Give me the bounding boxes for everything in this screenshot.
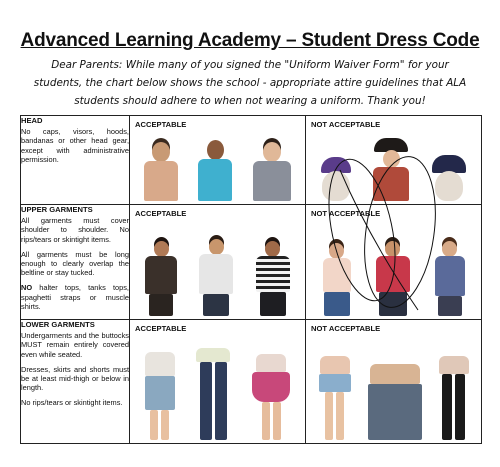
photo-low-rise-jeans (368, 365, 422, 440)
rule-text (21, 283, 129, 311)
photo-long-shorts (145, 353, 175, 440)
column-label-not-acceptable: NOT ACCEPTABLE (311, 324, 381, 333)
column-label-not-acceptable: NOT ACCEPTABLE (311, 209, 381, 218)
acceptable-cell-head (130, 116, 306, 205)
column-label-acceptable: ACCEPTABLE (135, 324, 187, 333)
rule-cell-head (21, 116, 130, 205)
column-label-acceptable: ACCEPTABLE (135, 209, 187, 218)
rule-emphasis: NO (21, 283, 33, 293)
hand-drawn-circle-annotations (300, 150, 480, 320)
column-label-not-acceptable: NOT ACCEPTABLE (311, 120, 381, 129)
photo-short-shorts (319, 357, 351, 440)
rule-heading: LOWER GARMENTS (21, 320, 95, 329)
page-title: Advanced Learning Academy – Student Dress Code (20, 30, 480, 51)
rule-text: No caps, visors, hoods, bandanas or other head gear, except with administrative permission. (21, 127, 129, 164)
rule-text: All garments must be long enough to clearly overlap the beltline or stay tucked. (21, 249, 129, 278)
not-acceptable-cell-lower (306, 320, 482, 444)
rule-text: All garments must cover shoulder to shoulder. No rips/tears or skintight items. (21, 216, 129, 244)
acceptable-cell-upper (130, 205, 306, 320)
photo-man-graphic-tee (199, 239, 233, 316)
photo-woman-grey-tee (253, 142, 291, 201)
photo-jeans (196, 349, 230, 440)
photo-pink-skirt (252, 355, 290, 440)
acceptable-upper-photos (134, 221, 301, 316)
rule-heading: HEAD (21, 116, 43, 125)
rule-text: Undergarments and the buttocks MUST remain entirely covered even while seated. (21, 331, 129, 359)
acceptable-head-photos (134, 132, 301, 201)
rule-cell-upper-garments (21, 205, 130, 320)
photo-leather-leggings (439, 357, 469, 440)
rule-text-rest: halter tops, tanks tops, spaghetti straps or muscle shirts. (21, 283, 129, 311)
acceptable-cell-lower (130, 320, 306, 444)
rule-text: No rips/tears or skintight items. (21, 398, 123, 408)
photo-woman-lace-top (145, 241, 177, 316)
photo-woman-striped-top (256, 241, 290, 316)
photo-woman-plaid-top (144, 142, 178, 201)
column-label-acceptable: ACCEPTABLE (135, 120, 187, 129)
acceptable-lower-photos (134, 336, 301, 440)
rule-heading: UPPER GARMENTS (21, 205, 93, 214)
not-acceptable-lower-photos (310, 336, 477, 440)
rule-cell-lower-garments (21, 320, 130, 444)
intro-message: Dear Parents: While many of you signed the "Uniform Waiver Form" for your students, the chart below shows the school - appropriate attire guidelines that ALA students should adhere to when not wearing a uniform. Thank you! (33, 59, 467, 107)
table-row-lower-garments (21, 320, 482, 444)
photo-man-blue-polo (198, 140, 232, 201)
rule-text: Dresses, skirts and shorts must be at least mid-thigh or below in length. (21, 364, 129, 393)
